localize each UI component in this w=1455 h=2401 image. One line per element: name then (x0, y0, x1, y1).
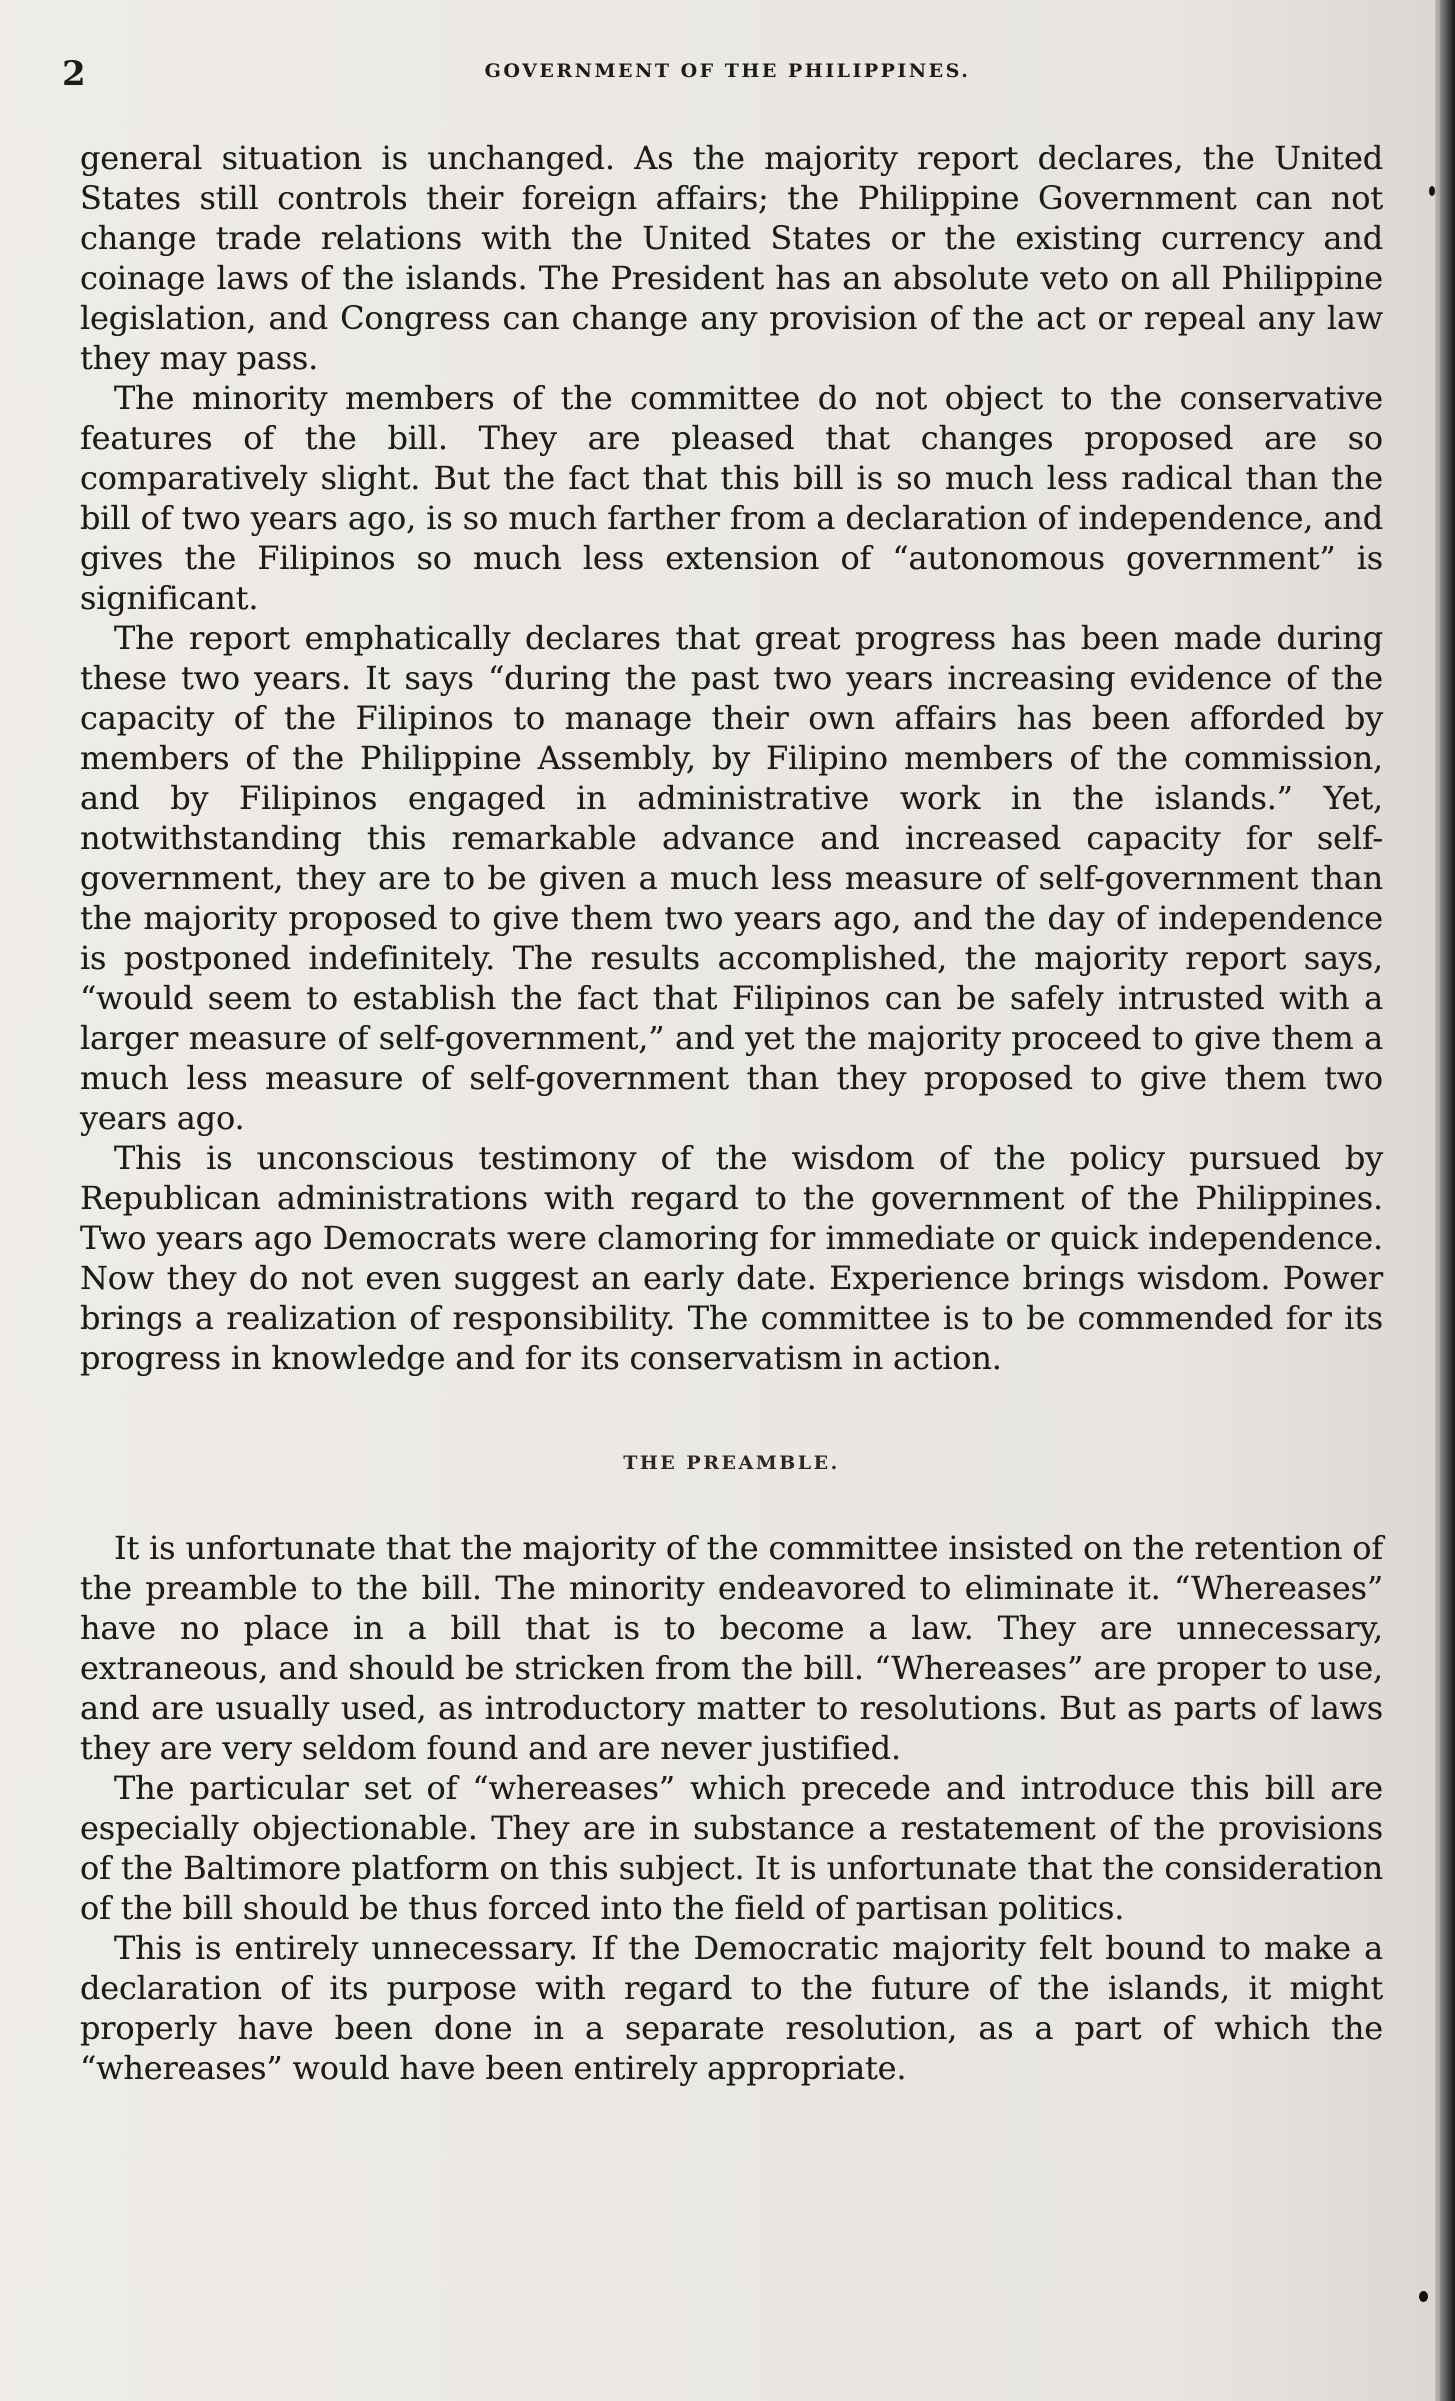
page-content (80, 138, 1383, 2088)
section-paragraph: This is entirely unnecessary. If the Democratic majority felt bound to make a declaration of its purpose with regard to the future of the islands, it might properly have been done in a separate resolution, as a part of which the “whereases” would have been entirely appropriate. (80, 1929, 1383, 2087)
margin-mark (1419, 2291, 1428, 2302)
running-title: GOVERNMENT OF THE PHILIPPINES. (484, 60, 971, 82)
body-paragraph: The report emphatically declares that great progress has been made during these two years. It says “during the past two years increasing evidence of the capacity of the Filipinos to manage their own affairs has been afforded by members of the Philippine Assembly, by Filipino members of the commission, and by Filipinos engaged in administrative work in the islands.” Yet, notwithstanding this remarkable advance and increased capacity for self-government, they are to be given a much less measure of self-government than the majority proposed to give them two years ago, and the day of independence is postponed indefinitely. The results accomplished, the majority report says, “would seem to establish the fact that Filipinos can be safely intrusted with a larger measure of self-government,” and yet the majority proceed to give them a much less measure of self-government than they proposed to give them two years ago. (80, 619, 1383, 1137)
margin-mark (1429, 186, 1435, 196)
page-header (0, 54, 1455, 94)
page-edge-shadow (1435, 0, 1455, 2401)
body-paragraph: general situation is unchanged. As the majority report declares, the United States still controls their foreign affairs; the Philippine Government can not change trade relations with the United States or the existing currency and coinage laws of the islands. The President has an absolute veto on all Philippine legislation, and Congress can change any provision of the act or repeal any law they may pass. (80, 139, 1383, 377)
section-heading: THE PREAMBLE. (623, 1452, 840, 1474)
body-paragraph: This is unconscious testimony of the wisdom of the policy pursued by Republican administrations with regard to the government of the Philippines. Two years ago Democrats were clamoring for immediate or quick independence. Now they do not even suggest an early date. Experience brings wisdom. Power brings a realization of responsibility. The committee is to be commended for its progress in knowledge and for its conservatism in action. (80, 1139, 1383, 1377)
page-number: 2 (62, 54, 87, 94)
body-paragraph: The minority members of the committee do not object to the conservative features of the bill. They are pleased that changes proposed are so comparatively slight. But the fact that this bill is so much less radical than the bill of two years ago, is so much farther from a declaration of independence, and gives the Filipinos so much less extension of “autonomous government” is significant. (80, 379, 1383, 617)
section-paragraph: It is unfortunate that the majority of the committee insisted on the retention of the preamble to the bill. The minority endeavored to eliminate it. “Whereases” have no place in a bill that is to become a law. They are unnecessary, extraneous, and should be stricken from the bill. “Whereases” are proper to use, and are usually used, as introductory matter to resolutions. But as parts of laws they are very seldom found and are never justified. (80, 1529, 1383, 1767)
section-paragraph: The particular set of “whereases” which precede and introduce this bill are especially objectionable. They are in substance a restatement of the provisions of the Baltimore platform on this subject. It is unfortunate that the consideration of the bill should be thus forced into the field of partisan politics. (80, 1769, 1383, 1927)
